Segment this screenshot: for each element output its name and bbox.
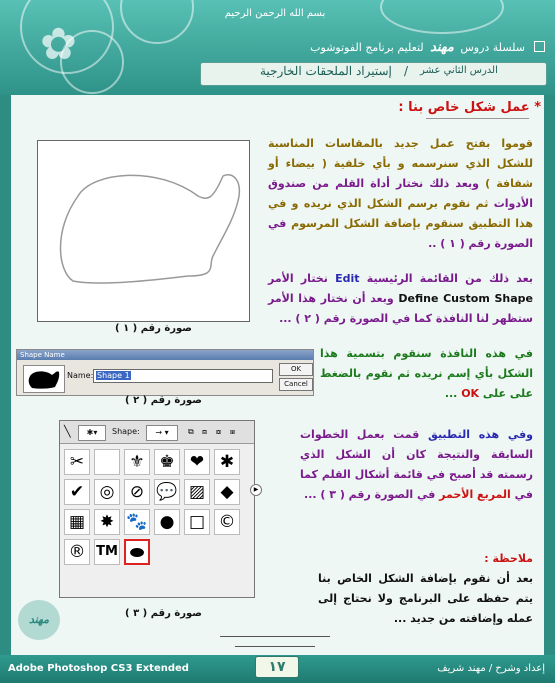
whale-shape-drawing — [38, 141, 249, 321]
shape-cell[interactable]: ◆ — [214, 479, 240, 505]
paragraph-5: بعد أن نقوم بإضافة الشكل الخاص بنا يتم حفظه على البرنامج ولا نحتاج إلى عمله وإضافته من جديد ... — [318, 572, 533, 625]
combine-mode-icon[interactable]: ⧉ — [188, 427, 194, 436]
right-border — [544, 95, 555, 655]
p4-segment: المربع الأحمر — [439, 488, 511, 501]
shape-cell[interactable]: ✔ — [64, 479, 90, 505]
p2-segment: Define Custom Shape — [398, 292, 533, 305]
p3-segment: في هذه النافذة سنقوم بتسمية هذا الشكل بأي إسم نريده ثم نقوم بالضغط على على — [320, 347, 533, 400]
p1-segment: وبعد ذلك نختار أداة القلم من صندوق الأدوات — [268, 177, 533, 210]
flower-decoration-icon: ✿ — [40, 19, 77, 70]
shape-cell[interactable]: ® — [64, 539, 90, 565]
dialog-titlebar: Shape Name — [17, 350, 313, 360]
picker-menu-arrow-icon[interactable]: ▶ — [250, 484, 262, 496]
p4-segment: وفي هذه التطبيق — [419, 428, 533, 441]
bottom-divider-2 — [235, 646, 315, 647]
paragraph-1 — [268, 134, 533, 254]
cancel-button[interactable]: Cancel — [279, 378, 313, 391]
ok-button[interactable]: OK — [279, 363, 313, 376]
square-bullet-icon — [534, 41, 545, 52]
bottom-logo: مهند — [18, 600, 60, 640]
name-label: Name: — [67, 371, 94, 380]
shape-cell[interactable]: ♚ — [154, 449, 180, 475]
shape-cell[interactable]: 💬 — [154, 479, 180, 505]
p3-segment: ... — [444, 387, 462, 400]
p2-segment: بعد ذلك من القائمة الرئيسية — [359, 272, 533, 285]
left-border — [0, 95, 11, 655]
shape-cell[interactable]: ✂ — [64, 449, 90, 475]
p1-segment: ثم نقوم برسم الشكل الذي نريده و في هذا التطبيق سنقوم بإضافة الشكل المرسوم — [268, 197, 533, 230]
figure-2-caption: صورة رقم ( ٢ ) — [125, 395, 202, 406]
shape-cell[interactable]: ▦ — [64, 509, 90, 535]
paragraph-4 — [300, 425, 533, 505]
line-tool-icon[interactable]: ╲ — [64, 425, 71, 438]
p2-segment: نختار الأمر — [268, 272, 336, 285]
shape-name-dialog — [16, 349, 314, 396]
p4-segment: قمت بعمل الخطوات السابقة والنتيجة كان أن الشكل الذي رسمته قد أصبح في قائمة أشكال القلم كما في — [300, 428, 533, 501]
lesson-title: إستيراد الملحقات الخارجية — [260, 64, 392, 78]
lesson-separator: / — [404, 64, 409, 78]
shape-dropdown[interactable]: → ▾ — [146, 425, 178, 441]
shape-cell[interactable]: ● — [154, 509, 180, 535]
shape-cell[interactable]: ⚜ — [124, 449, 150, 475]
shape-cell[interactable]: © — [214, 509, 240, 535]
series-title: سلسلة دروس مهند لتعليم برنامج الفوتوشوب — [310, 40, 525, 55]
subtract-mode-icon[interactable]: ⧈ — [202, 427, 208, 436]
shape-cell[interactable]: ✸ — [94, 509, 120, 535]
series-logo: مهند — [430, 40, 454, 55]
star-icon: * — [529, 100, 541, 115]
custom-shape-tool-icon[interactable]: ✱▾ — [78, 425, 106, 441]
p3-segment: OK — [461, 387, 480, 400]
section-title: * عمل شكل خاص بنا : — [398, 100, 541, 115]
p4-segment: في الصورة رقم ( ٣ ) ... — [304, 488, 440, 501]
p2-segment: في الصورة رقم ( ٢ ) ... — [279, 312, 411, 325]
shape-cell[interactable]: ❤ — [184, 449, 210, 475]
shape-thumbnail — [23, 365, 65, 393]
new-custom-shape-cell[interactable]: ⬬ — [124, 539, 150, 565]
shape-toolbar — [60, 421, 254, 444]
figure-1-caption: صورة رقم ( ١ ) — [115, 323, 192, 334]
shape-cell[interactable]: TM — [94, 539, 120, 565]
figure-3-caption: صورة رقم ( ٣ ) — [125, 608, 202, 619]
lesson-number: الدرس الثاني عشر — [420, 65, 498, 76]
p2-segment: وبعد أن نختار هذا الأمر ستظهر لنا النافذة كما — [268, 292, 533, 325]
paragraph-2 — [268, 269, 533, 329]
title-underline — [426, 118, 529, 119]
exclude-mode-icon[interactable]: ⧆ — [230, 427, 236, 436]
page-number: ١٧ — [255, 656, 299, 678]
shape-label: Shape: — [112, 427, 140, 436]
custom-shape-picker — [59, 420, 259, 598]
note-title: ملاحظة : — [484, 552, 533, 565]
paragraph-3 — [320, 344, 533, 404]
bottom-divider-1 — [220, 636, 330, 637]
p2-segment: Edit — [335, 272, 360, 285]
footer-author: إعداد وشرح / مهند شريف — [437, 663, 545, 674]
shape-cell[interactable]: ⊘ — [124, 479, 150, 505]
shape-cell[interactable] — [94, 449, 120, 475]
figure-1-canvas — [37, 140, 250, 322]
shape-cell[interactable]: □ — [184, 509, 210, 535]
shape-name-input[interactable]: Shape 1 — [93, 369, 273, 383]
shape-cell[interactable]: ▨ — [184, 479, 210, 505]
shape-cell[interactable]: 🐾 — [124, 509, 150, 535]
shape-cell[interactable]: ✱ — [214, 449, 240, 475]
shape-cell[interactable]: ◎ — [94, 479, 120, 505]
intersect-mode-icon[interactable]: ⧇ — [216, 427, 222, 436]
bismillah-text: بسم الله الرحمن الرحيم — [224, 8, 326, 19]
footer-software: Adobe Photoshop CS3 Extended — [8, 663, 189, 674]
p1-segment: في الصورة رقم ( ١ ) .. — [268, 217, 533, 250]
p1-segment: قوموا بفتح عمل جديد بالمقاسات المناسبة للشكل الذي سنرسمه و بأي خلفية ( بيضاء أو شفافة ) — [268, 137, 533, 190]
